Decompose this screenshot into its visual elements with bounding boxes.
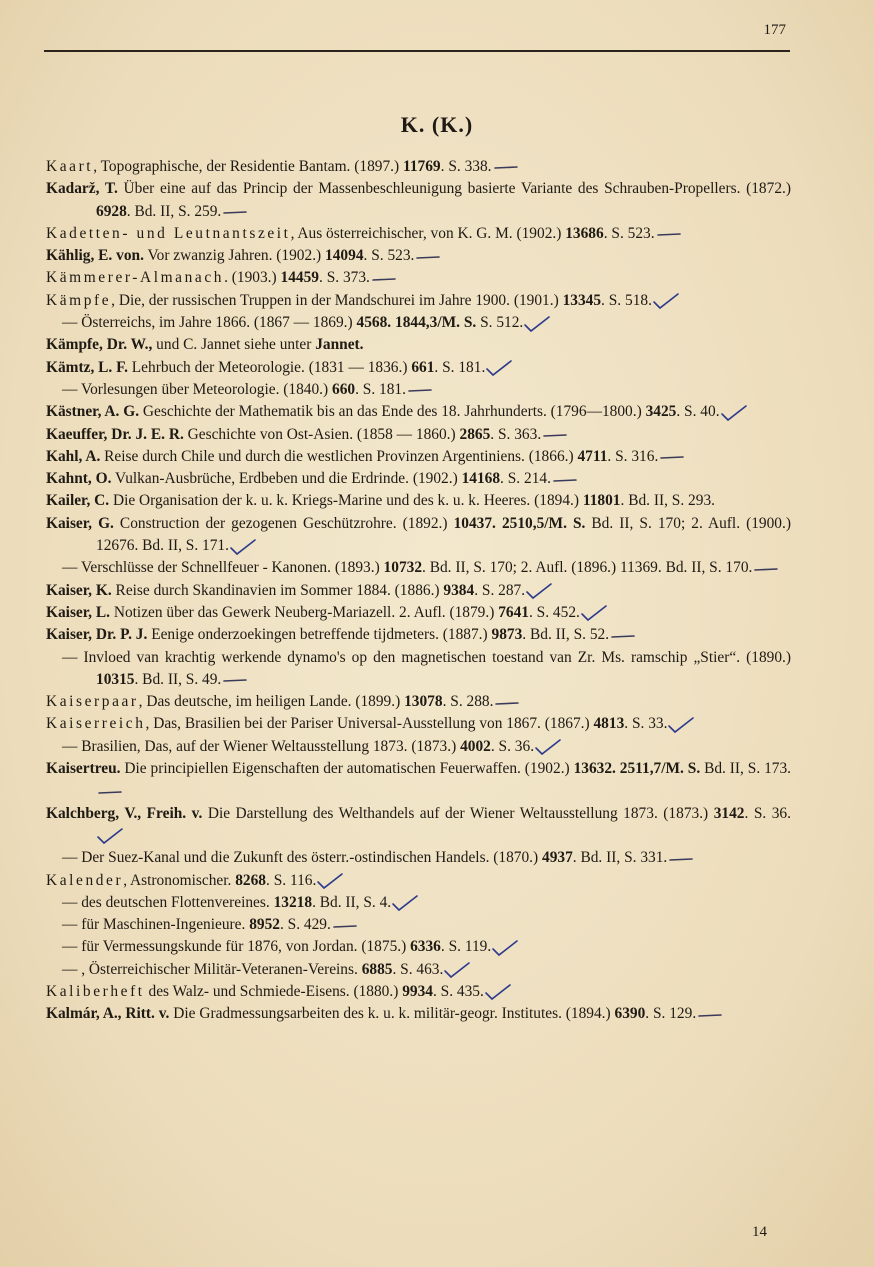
entry-reference: . Bd. II, S. 170; 2. Aufl. (1896.) 11369. Bd. II, S. 170. bbox=[422, 559, 753, 577]
index-entry bbox=[46, 847, 791, 869]
entry-title: Die Organisation der k. u. k. Kriegs-Marine und des k. u. k. Heeres. (1894.) bbox=[109, 492, 583, 510]
entry-title: Notizen über das Gewerk Neuberg-Mariazell. 2. Aufl. (1879.) bbox=[110, 603, 499, 621]
entry-reference: . Bd. II, S. 49. bbox=[134, 670, 222, 688]
handwritten-check-icon bbox=[580, 605, 608, 621]
entry-reference: . S. 40. bbox=[676, 403, 720, 421]
entry-heading: — bbox=[62, 960, 78, 978]
entry-reference: . S. 181. bbox=[434, 358, 486, 376]
index-entry bbox=[46, 178, 791, 223]
entry-heading: Kahl, A. bbox=[46, 447, 101, 465]
entry-reference: . S. 36. bbox=[744, 804, 791, 822]
entry-reference: . S. 316. bbox=[607, 447, 659, 465]
entry-catalog-number: 10437. 2510,5/M. S. bbox=[453, 514, 586, 532]
entry-heading: Kaiser, Dr. P. J. bbox=[46, 626, 148, 644]
handwritten-dash-icon bbox=[696, 1007, 724, 1023]
entry-title: Geschichte der Mathematik bis an das Ende des 18. Jahrhunderts. (1796—1800.) bbox=[139, 403, 646, 421]
handwritten-check-icon bbox=[534, 739, 562, 755]
entry-heading: Kaeuffer, Dr. J. E. R. bbox=[46, 425, 184, 443]
entry-heading: Kaiserpaar bbox=[46, 693, 139, 711]
index-entry bbox=[46, 490, 791, 512]
handwritten-dash-icon bbox=[414, 249, 442, 265]
handwritten-check-icon bbox=[491, 940, 519, 956]
entry-title: , Das deutsche, im heiligen Lande. (1899.) bbox=[138, 693, 405, 711]
index-entry bbox=[46, 468, 791, 490]
index-entry bbox=[46, 446, 791, 468]
entry-heading: Kämpfe, Dr. W., bbox=[46, 336, 153, 354]
handwritten-dash-icon bbox=[752, 561, 780, 577]
index-entry bbox=[46, 602, 791, 624]
entry-reference: . S. 523. bbox=[603, 224, 655, 242]
entry-reference: . S. 287. bbox=[474, 581, 526, 599]
entry-reference: . Bd. II, S. 259. bbox=[126, 202, 222, 220]
index-entry bbox=[46, 513, 791, 558]
entry-heading: — bbox=[62, 916, 78, 934]
entry-catalog-number: 2865 bbox=[459, 425, 491, 443]
entry-reference: . S. 288. bbox=[442, 693, 494, 711]
entry-title: Vorlesungen über Meteorologie. (1840.) bbox=[77, 380, 332, 398]
entry-catalog-number: Jannet. bbox=[315, 336, 364, 354]
entry-title: und C. Jannet siehe unter bbox=[152, 336, 316, 354]
entry-reference: . S. 463. bbox=[392, 960, 444, 978]
entry-title: , Österreichischer Militär-Veteranen-Vereins. bbox=[77, 960, 362, 978]
entry-title: . (1903.) bbox=[224, 269, 281, 287]
entry-reference: . S. 523. bbox=[363, 247, 415, 265]
entry-catalog-number: 3142 bbox=[713, 804, 745, 822]
entry-catalog-number: 10732 bbox=[383, 559, 423, 577]
index-entry bbox=[46, 156, 791, 178]
index-entry bbox=[46, 1003, 791, 1025]
index-entry bbox=[46, 557, 791, 579]
index-entry bbox=[46, 223, 791, 245]
entry-title: , Astronomischer. bbox=[123, 871, 236, 889]
entry-heading: Kählig, E. von. bbox=[46, 247, 144, 265]
entry-title: , Topographische, der Residentie Bantam. (1897.) bbox=[93, 158, 403, 175]
handwritten-check-icon bbox=[525, 583, 553, 599]
handwritten-dash-icon bbox=[370, 271, 398, 287]
index-entry bbox=[46, 290, 791, 312]
handwritten-dash-icon bbox=[658, 449, 686, 465]
entry-reference: . S. 452. bbox=[528, 603, 580, 621]
handwritten-dash-icon bbox=[609, 628, 637, 644]
index-entry bbox=[46, 424, 791, 446]
handwritten-check-icon bbox=[652, 293, 680, 309]
entry-catalog-number: 660 bbox=[332, 380, 356, 398]
entry-catalog-number: 4568. 1844,3/M. S. bbox=[356, 314, 477, 332]
index-entry bbox=[46, 914, 791, 936]
handwritten-dash-icon bbox=[551, 472, 579, 488]
entry-heading: Kaliberheft bbox=[46, 982, 145, 1000]
entry-catalog-number: 8952 bbox=[249, 916, 280, 934]
entry-reference: . S. 338. bbox=[440, 158, 492, 175]
entry-catalog-number: 6336 bbox=[410, 938, 441, 956]
entry-reference: . Bd. II, S. 331. bbox=[572, 849, 668, 867]
entry-reference: Bd. II, S. 173. bbox=[700, 760, 792, 778]
entry-title: Vulkan-Ausbrüche, Erdbeben und die Erdrinde. (1902.) bbox=[111, 470, 462, 488]
entry-title: Eenige onderzoekingen betreffende tijdmeters. (1887.) bbox=[147, 626, 492, 644]
entry-list bbox=[46, 156, 791, 1026]
index-entry bbox=[46, 803, 791, 848]
entry-reference: Bd. II, S. 170; 2. Aufl. (1900.) 12676. Bd. II, S. 171. bbox=[96, 514, 791, 555]
index-entry bbox=[46, 580, 791, 602]
index-entry bbox=[46, 245, 791, 267]
entry-title: Verschlüsse der Schnellfeuer - Kanonen. (1893.) bbox=[77, 559, 384, 577]
entry-reference: . S. 363. bbox=[490, 425, 542, 443]
entry-catalog-number: 8268 bbox=[235, 871, 266, 889]
index-entry bbox=[46, 691, 791, 713]
entry-title: Vor zwanzig Jahren. (1902.) bbox=[143, 247, 326, 265]
entry-catalog-number: 9384 bbox=[443, 581, 475, 599]
entry-catalog-number: 13218 bbox=[273, 893, 313, 911]
entry-heading: Kailer, C. bbox=[46, 492, 110, 510]
index-entry bbox=[46, 736, 791, 758]
entry-title: des Walz- und Schmiede-Eisens. (1880.) bbox=[144, 982, 403, 1000]
entry-heading: Kämtz, L. F. bbox=[46, 358, 128, 376]
handwritten-check-icon bbox=[523, 316, 551, 332]
entry-title: Über eine auf das Princip der Massenbeschleunigung basierte Variante des Schrauben-Propellers. (1872.) bbox=[117, 180, 791, 198]
entry-reference: . S. 435. bbox=[432, 982, 484, 1000]
entry-heading: Kämpfe bbox=[46, 291, 112, 309]
entry-heading: Kaisertreu. bbox=[46, 760, 121, 778]
handwritten-check-icon bbox=[720, 405, 748, 421]
entry-heading: Kaiserreich bbox=[46, 715, 146, 733]
entry-heading: — bbox=[62, 737, 78, 755]
entry-title: Der Suez-Kanal und die Zukunft des österr.-ostindischen Handels. (1870.) bbox=[77, 849, 542, 867]
entry-title: für Vermessungskunde für 1876, von Jordan. (1875.) bbox=[77, 938, 411, 956]
header-rule bbox=[44, 50, 790, 52]
entry-heading: Kalchberg, V., Freih. v. bbox=[46, 804, 203, 822]
page-number: 177 bbox=[763, 22, 786, 38]
handwritten-dash-icon bbox=[493, 695, 521, 711]
index-entry bbox=[46, 870, 791, 892]
section-heading: K. (K.) bbox=[400, 112, 474, 137]
index-entry bbox=[46, 334, 791, 356]
index-entry bbox=[46, 959, 791, 981]
index-entry bbox=[46, 267, 791, 289]
entry-heading: Kaiser, G. bbox=[46, 514, 114, 532]
entry-title: Brasilien, Das, auf der Wiener Weltausstellung 1873. (1873.) bbox=[77, 737, 461, 755]
index-entry bbox=[46, 624, 791, 646]
entry-heading: Kahnt, O. bbox=[46, 470, 112, 488]
entry-title: Österreichs, im Jahre 1866. (1867 — 1869.) bbox=[77, 314, 357, 332]
entry-heading: Kalender bbox=[46, 871, 124, 889]
entry-reference: S. 512. bbox=[476, 314, 524, 332]
handwritten-check-icon bbox=[316, 873, 344, 889]
handwritten-check-icon bbox=[96, 828, 124, 844]
entry-reference: . S. 373. bbox=[319, 269, 370, 287]
entry-heading: — bbox=[62, 893, 78, 911]
entry-catalog-number: 11769 bbox=[402, 158, 441, 175]
entry-title: Construction der gezogenen Geschützrohre. (1892.) bbox=[113, 514, 454, 532]
entry-heading: Kämmerer-Almanach bbox=[46, 269, 225, 287]
handwritten-dash-icon bbox=[667, 851, 695, 867]
entry-reference: . S. 33. bbox=[624, 715, 668, 733]
entry-heading: Kästner, A. G. bbox=[46, 403, 140, 421]
index-entry bbox=[46, 981, 791, 1003]
entry-catalog-number: 9873 bbox=[491, 626, 523, 644]
entry-catalog-number: 13686 bbox=[565, 224, 604, 242]
index-entry bbox=[46, 379, 791, 401]
entry-heading: — bbox=[62, 559, 78, 577]
entry-reference: . S. 181. bbox=[355, 380, 406, 398]
index-entry bbox=[46, 312, 791, 334]
handwritten-check-icon bbox=[667, 717, 695, 733]
entry-catalog-number: 4711 bbox=[577, 447, 608, 465]
entry-heading: Kadarž, T. bbox=[46, 180, 118, 198]
entry-catalog-number: 13345 bbox=[562, 291, 602, 309]
entry-title: Reise durch Skandinavien im Sommer 1884. (1886.) bbox=[111, 581, 444, 599]
entry-heading: Kaiser, K. bbox=[46, 581, 112, 599]
entry-catalog-number: 6885 bbox=[361, 960, 393, 978]
entry-title: , Die, der russischen Truppen in der Mandschurei im Jahre 1900. (1901.) bbox=[111, 291, 563, 309]
entry-catalog-number: 14459 bbox=[280, 269, 319, 287]
index-entry bbox=[46, 892, 791, 914]
entry-heading: Kaiser, L. bbox=[46, 603, 110, 621]
entry-title: , Das, Brasilien bei der Pariser Universal-Ausstellung von 1867. (1867.) bbox=[145, 715, 594, 733]
handwritten-dash-icon bbox=[541, 427, 569, 443]
handwritten-check-icon bbox=[443, 962, 471, 978]
entry-catalog-number: 14094 bbox=[325, 247, 364, 265]
entry-reference: . S. 119. bbox=[440, 938, 492, 956]
entry-heading: Kadetten- und Leutnantszeit bbox=[46, 224, 291, 242]
handwritten-dash-icon bbox=[492, 159, 520, 175]
entry-catalog-number: 3425 bbox=[645, 403, 677, 421]
entry-title: Die Darstellung des Welthandels auf der Wiener Weltausstellung 1873. (1873.) bbox=[202, 804, 714, 822]
entry-reference: . Bd. II, S. 52. bbox=[522, 626, 610, 644]
entry-heading: — bbox=[62, 648, 78, 666]
handwritten-dash-icon bbox=[221, 672, 249, 688]
entry-catalog-number: 6928 bbox=[96, 202, 127, 220]
entry-heading: — bbox=[62, 849, 78, 867]
entry-catalog-number: 7641 bbox=[498, 603, 529, 621]
handwritten-check-icon bbox=[484, 984, 512, 1000]
entry-title: des deutschen Flottenvereines. bbox=[77, 893, 274, 911]
entry-catalog-number: 9934 bbox=[402, 982, 433, 1000]
entry-title: Lehrbuch der Meteorologie. (1831 — 1836.) bbox=[127, 358, 412, 376]
entry-reference: . S. 429. bbox=[279, 916, 331, 934]
handwritten-dash-icon bbox=[96, 784, 124, 800]
entry-title: Reise durch Chile und durch die westlichen Provinzen Argentiniens. (1866.) bbox=[100, 447, 578, 465]
entry-reference: . S. 36. bbox=[490, 737, 535, 755]
entry-heading: — bbox=[62, 314, 78, 332]
entry-catalog-number: 13078 bbox=[404, 693, 443, 711]
entry-catalog-number: 6390 bbox=[614, 1005, 646, 1023]
entry-title: Die Gradmessungsarbeiten des k. u. k. militär-geogr. Institutes. (1894.) bbox=[169, 1005, 615, 1023]
handwritten-dash-icon bbox=[655, 226, 683, 242]
index-entry bbox=[46, 713, 791, 735]
entry-heading: Kaart bbox=[46, 158, 94, 175]
handwritten-dash-icon bbox=[331, 918, 359, 934]
entry-title: für Maschinen-Ingenieure. bbox=[77, 916, 250, 934]
entry-heading: Kalmár, A., Ritt. v. bbox=[46, 1005, 170, 1023]
entry-catalog-number: 10315 bbox=[96, 670, 135, 688]
entry-catalog-number: 13632. 2511,7/M. S. bbox=[573, 760, 701, 778]
index-entry bbox=[46, 758, 791, 803]
handwritten-check-icon bbox=[391, 895, 419, 911]
entry-catalog-number: 4002 bbox=[460, 737, 491, 755]
entry-title: Die principiellen Eigenschaften der automatischen Feuerwaffen. (1902.) bbox=[120, 760, 574, 778]
entry-heading: — bbox=[62, 938, 78, 956]
entry-reference: . S. 116. bbox=[266, 871, 317, 889]
index-entry bbox=[46, 401, 791, 423]
entry-catalog-number: 14168 bbox=[461, 470, 501, 488]
entry-reference: . S. 518. bbox=[601, 291, 652, 309]
entry-catalog-number: 4813 bbox=[593, 715, 625, 733]
entry-reference: . S. 214. bbox=[500, 470, 551, 488]
index-entry bbox=[46, 647, 791, 692]
entry-catalog-number: 4937 bbox=[542, 849, 573, 867]
handwritten-check-icon bbox=[485, 360, 513, 376]
entry-catalog-number: 11801 bbox=[582, 492, 621, 510]
signature-number: 14 bbox=[752, 1224, 767, 1240]
handwritten-dash-icon bbox=[406, 382, 434, 398]
entry-reference: . Bd. II, S. 4. bbox=[312, 893, 392, 911]
index-entry bbox=[46, 357, 791, 379]
handwritten-check-icon bbox=[229, 539, 257, 555]
entry-reference: . Bd. II, S. 293. bbox=[620, 492, 715, 510]
entry-reference: . S. 129. bbox=[645, 1005, 697, 1023]
entry-title: Geschichte von Ost-Asien. (1858 — 1860.) bbox=[183, 425, 460, 443]
entry-catalog-number: 661 bbox=[411, 358, 435, 376]
entry-title: Invloed van krachtig werkende dynamo's op den magnetischen toestand van Zr. Ms. ramschip „Stier“. (1890.) bbox=[77, 648, 791, 666]
entry-title: , Aus österreichischer, von K. G. M. (1902.) bbox=[290, 224, 566, 242]
handwritten-dash-icon bbox=[221, 204, 249, 220]
entry-heading: — bbox=[62, 380, 78, 398]
index-entry bbox=[46, 936, 791, 958]
